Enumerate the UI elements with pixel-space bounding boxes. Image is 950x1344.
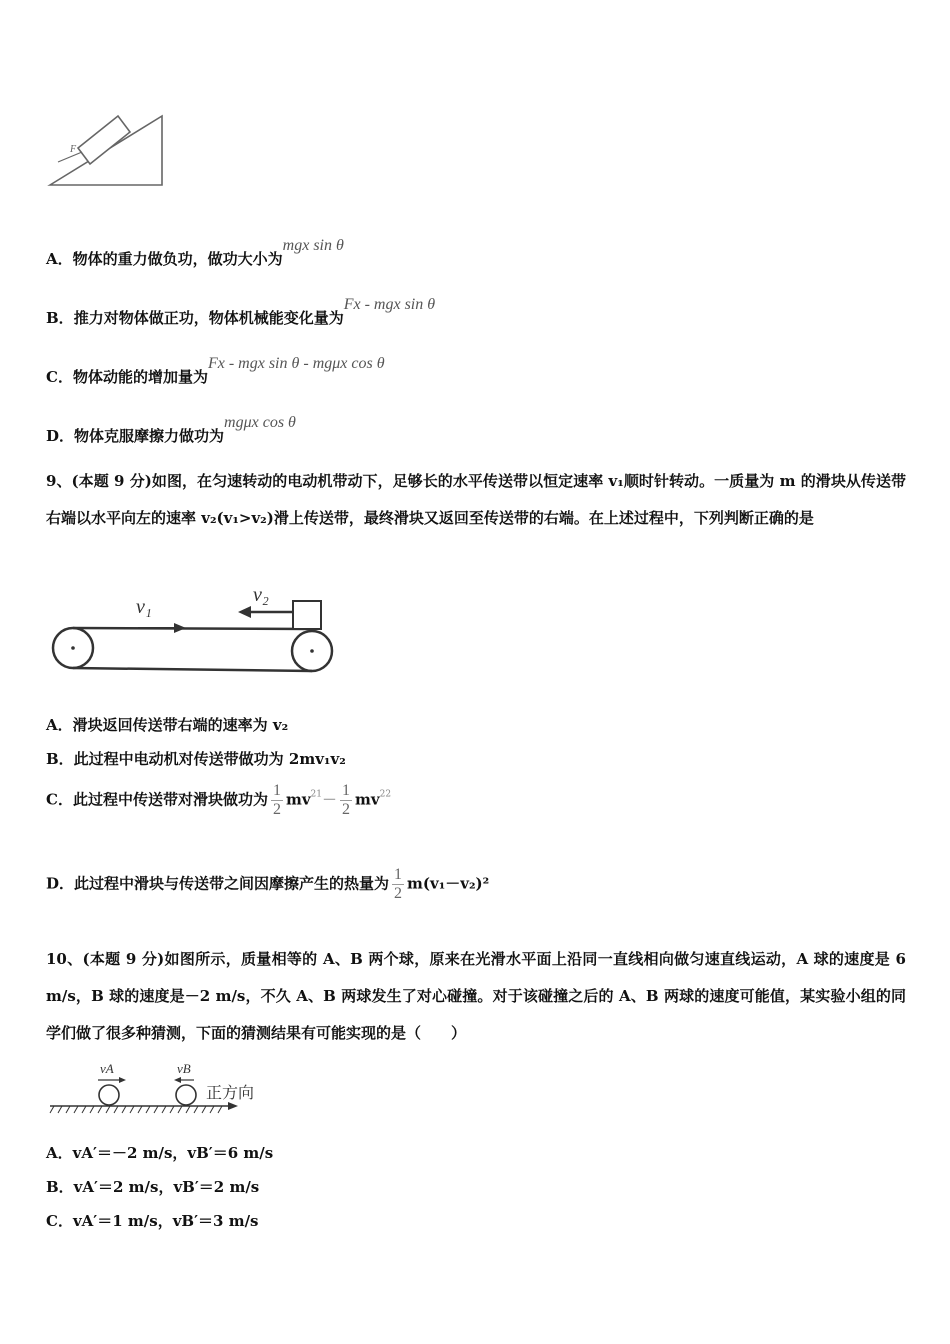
- q8-option-c: C．物体动能的增加量为Fx - mgx sin θ - mgμx cos θ: [46, 355, 385, 386]
- q9-stem: 9、(本题 9 分)如图，在匀速转动的电动机带动下，足够长的水平传送带以恒定速率 v₁顺时针转动。一质量为 m 的滑块从传送带右端以水平向左的速率 v₂(v₁>v₂)滑上传送带，最终滑块又返回至传送带的右端。在上述过程中，下列判断正确的是: [46, 472, 906, 527]
- q8-option-d: D．物体克服摩擦力做功为mgμx cos θ: [46, 414, 296, 445]
- positive-direction-label: 正方向: [206, 1083, 255, 1102]
- q9-option-d: D．此过程中滑块与传送带之间因摩擦产生的热量为 $\frac{1}{2}$ m(v₁－v₂)²: [46, 866, 490, 902]
- q8-option-a: A．物体的重力做负功，做功大小为mgx sin θ: [46, 237, 344, 268]
- q8-option-b: B．推力对物体做正功，物体机械能变化量为Fx - mgx sin θ: [46, 296, 436, 327]
- va-label: vA: [100, 1061, 114, 1076]
- collision-figure: [50, 1058, 280, 1118]
- q10-option-a: A．vA′＝－2 m/s，vB′＝6 m/s: [46, 1144, 274, 1162]
- force-label: F: [70, 144, 77, 155]
- incline-figure: [40, 110, 175, 195]
- q10-option-b: B．vA′＝2 m/s，vB′＝2 m/s: [46, 1178, 260, 1196]
- q9-option-b: B．此过程中电动机对传送带做功为 2mv₁v₂: [46, 750, 346, 768]
- q10-stem: 10、(本题 9 分)如图所示，质量相等的 A、B 两个球，原来在光滑水平面上沿同一直线相向做匀速直线运动，A 球的速度是 6 m/s，B 球的速度是－2 m/s，不久 A、B 两球发生了对心碰撞。对于该碰撞之后的 A、B 两球的速度可能值，某实验小组的同学们做了很多种猜测，下面的猜测结果有可能实现的是（ ）: [46, 950, 906, 1042]
- v1-label: v₁: [136, 596, 152, 618]
- vb-label: vB: [177, 1061, 191, 1076]
- q10-option-c: C．vA′＝1 m/s，vB′＝3 m/s: [46, 1212, 259, 1230]
- v2-label: v₂: [253, 584, 269, 606]
- q9-option-c: C．此过程中传送带对滑块做功为 $\frac{1}{2}$ $mv^{21}-$ $\frac{1}{2}$ $mv^{22}$: [46, 782, 392, 818]
- q9-option-a: A．滑块返回传送带右端的速率为 v₂: [46, 716, 289, 734]
- conveyor-figure: [48, 585, 338, 675]
